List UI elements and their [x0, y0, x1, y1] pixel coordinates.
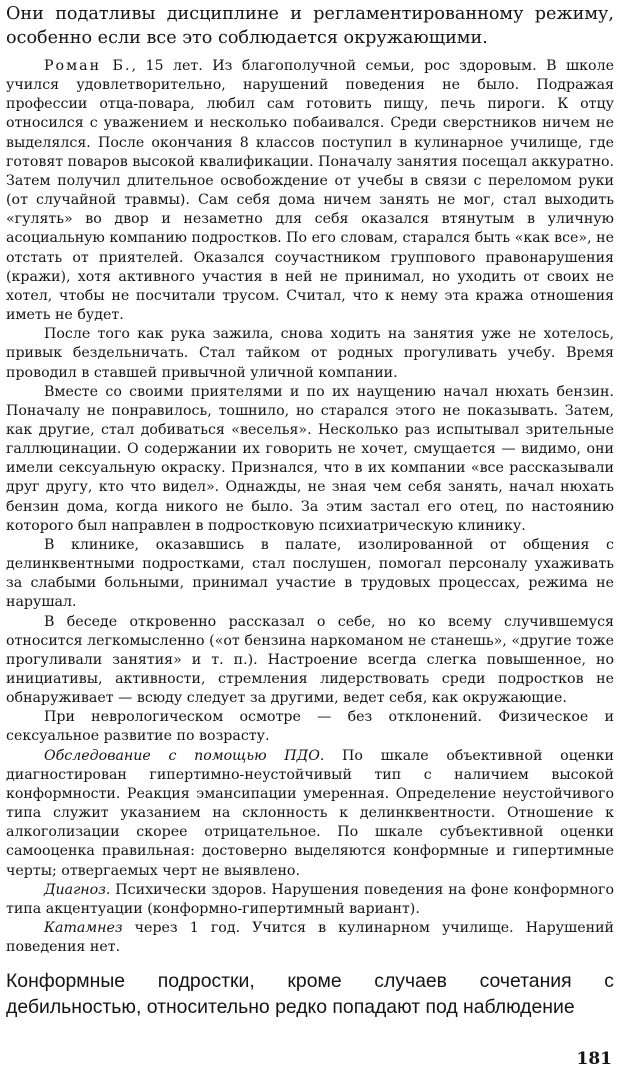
outro-paragraph: Конформные подростки, кроме случаев сочетания с дебильностью, относительно редко попадают под наблюдение: [6, 970, 614, 1019]
examination-label: Обследование с помощью ПДО.: [44, 747, 325, 764]
catamnesis-label: Катамнез: [44, 920, 123, 937]
case-paragraph-2: После того как рука зажила, снова ходить на занятия уже не хотелось, привык бездельничать. Стал тайком от родных прогуливать учебу. Время проводил в ставшей привычной уличной компании.: [6, 326, 614, 381]
examination-text: По шкале объективной оценки диагностирован гипертимно-неустойчивый тип с наличием высокой конформности. Реакция эмансипации умеренная. Определение неустойчивого типа служит указанием на склонность к делинквентности. Отношение к алкоголизации скорее отрицательное. По шкале субъективной оценки самооценка правильная: достоверно выделяются конформные и гипертимные черты; отвергаемых черт не выявлено.: [6, 747, 615, 879]
case-study: [6, 57, 614, 957]
case-paragraph-1: [6, 57, 614, 325]
case-paragraph-1-text: , 15 лет. Из благополучной семьи, рос здоровым. В школе учился удовлетворительно, нарушений поведения не было. Подражая профессии отца-повара, любил сам готовить пищу, печь пироги. К отцу относился с уважением и несколько побаивался. Среди сверстников ничем не выделялся. После окончания 8 классов поступил в кулинарное училище, где готовят поваров высокой квалификации. Поначалу занятия посещал аккуратно. Затем получил длительное освобождение от учебы в связи с переломом руки (от случайной травмы). Сам себя дома ничем занять не мог, стал выходить «гулять» во двор и незаметно для себя оказался втянутым в уличную асоциальную компанию подростков. По его словам, старался быть «как все», не отстать от приятелей. Оказался соучастником группового правонарушения (кражи), хотя активного участия в ней не принимал, но уходить от своих не хотел, чтобы не посчитали трусом. Считал, что к нему эта кража отношения иметь не будет.: [6, 58, 614, 324]
case-paragraph-3: Вместе со своими приятелями и по их наущению начал нюхать бензин. Поначалу не понравилось, тошнило, но старался этого не показывать. Затем, как другие, стал добиваться «веселья». Несколько раз испытывал зрительные галлюцинации. О содержании их говорить не хочет, смущается — видимо, они имели сексуальную окраску. Признался, что в их компании «все рассказывали друг другу, кто что видел». Однажды, не зная чем себя занять, начал нюхать бензин дома, когда никого не было. За этим застал его отец, по настоянию которого был направлен в подростковую психиатрическую клинику.: [6, 383, 614, 534]
case-paragraph-8: [6, 881, 614, 919]
diagnosis-text: Психически здоров. Нарушения поведения на фоне конформного типа акцентуации (конформно-гипертимный вариант).: [6, 881, 614, 917]
case-paragraph-5: В беседе откровенно рассказал о себе, но ко всему случившемуся относится легкомысленно («от бензина наркоманом не станешь», «другие тоже прогуливали занятия» и т. п.). Настроение всегда слегка повышенное, но инициативы, активности, стремления лидерствовать среди подростков не обнаруживает — всюду следует за другими, ведет себя, как окружающие.: [6, 613, 614, 707]
case-paragraph-9: [6, 919, 614, 957]
catamnesis-text: через 1 год. Учится в кулинарном училище. Нарушений поведения нет.: [6, 920, 614, 956]
subject-name: Роман Б.: [44, 58, 132, 74]
case-paragraph-4: В клинике, оказавшись в палате, изолированной от общения с делинквентными подростками, стал послушен, помогал персоналу ухаживать за слабыми больными, принимал участие в трудовых процессах, режима не нарушал.: [6, 536, 614, 611]
diagnosis-label: Диагноз.: [44, 881, 111, 898]
case-paragraph-6: При неврологическом осмотре — без отклонений. Физическое и сексуальное развитие по возрасту.: [6, 709, 614, 745]
intro-paragraph: Они податливы дисциплине и регламентированному режиму, особенно если все это соблюдается окружающими.: [6, 4, 614, 48]
case-paragraph-7: [6, 747, 614, 881]
page-number: 181: [576, 1049, 612, 1069]
